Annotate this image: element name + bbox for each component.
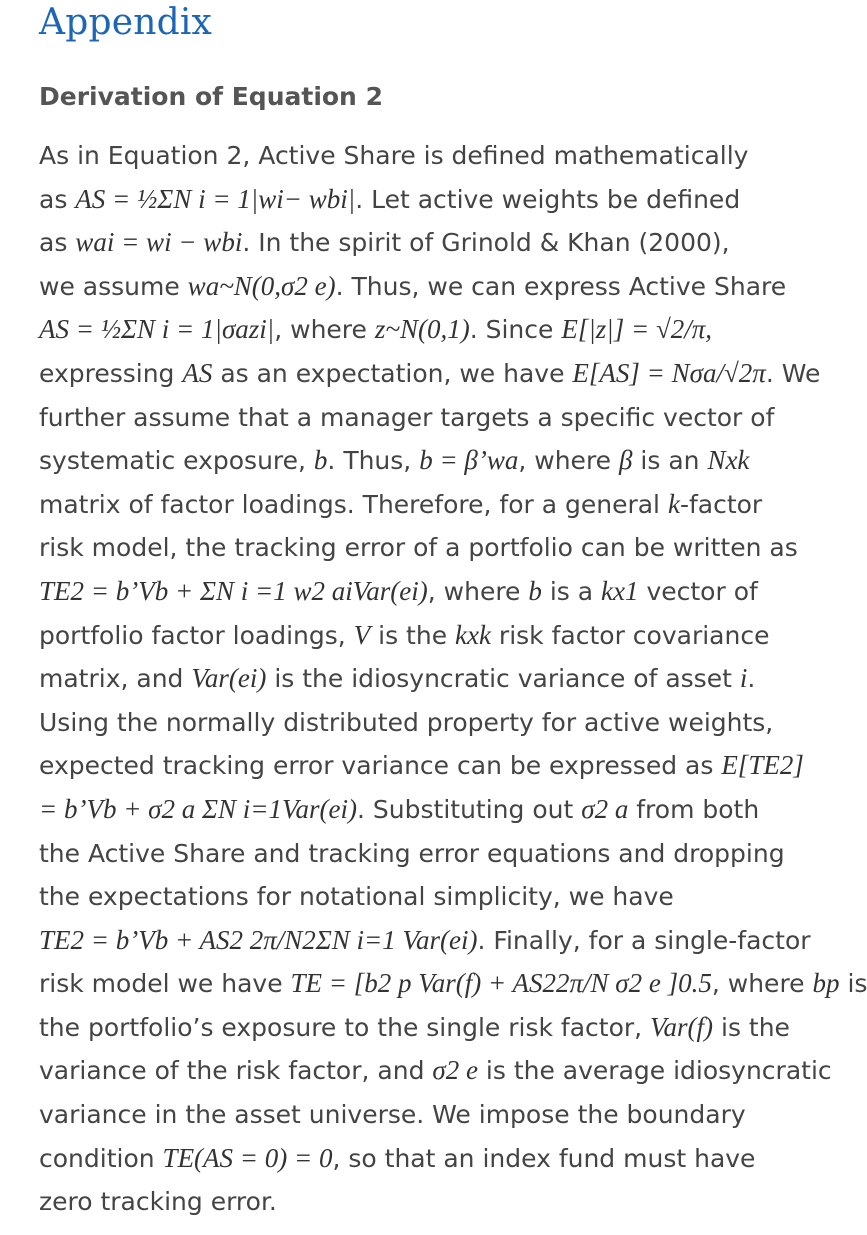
text-segment: . Finally, for a single-factor xyxy=(477,925,811,955)
math-segment: bi xyxy=(326,183,348,214)
math-segment: = b’Vb + Σ xyxy=(84,575,216,606)
math-segment: N i xyxy=(215,575,249,606)
math-segment: w xyxy=(75,227,94,258)
paragraph-line xyxy=(39,657,854,701)
paragraph-line xyxy=(39,265,854,309)
math-segment: 0.5 xyxy=(678,968,712,999)
math-segment: a xyxy=(702,357,717,388)
math-segment: 2 xyxy=(302,924,316,955)
text-segment: risk model, the tracking error of a portfolio can be written as xyxy=(39,533,798,563)
math-segment: 2 a xyxy=(594,793,629,824)
paragraph-line xyxy=(39,1049,854,1093)
math-segment: σ xyxy=(432,1055,446,1086)
math-segment: kxk xyxy=(455,619,491,650)
text-segment: the expectations for notational simplicity, we have xyxy=(39,882,674,912)
math-segment: 2 xyxy=(229,924,243,955)
text-segment: vector of xyxy=(638,576,758,606)
math-segment: Var(f) xyxy=(650,1011,714,1042)
math-segment: σ xyxy=(608,968,629,999)
math-segment: ) xyxy=(418,575,428,606)
math-segment: k xyxy=(667,488,680,519)
text-segment: . Let active weights be defined xyxy=(355,184,741,214)
text-segment: risk model we have xyxy=(39,969,291,999)
math-segment: i xyxy=(249,663,258,694)
math-segment: Var(e xyxy=(282,793,341,824)
math-segment: Var(ei) xyxy=(395,924,478,955)
math-segment: Nσ xyxy=(671,357,703,388)
math-segment: p xyxy=(826,968,840,999)
math-segment: Nxk xyxy=(707,445,750,476)
text-segment: zero tracking error. xyxy=(39,1187,277,1217)
math-segment: Var(f) + AS xyxy=(411,968,543,999)
math-segment: i xyxy=(164,227,172,258)
paragraph-line xyxy=(39,308,854,352)
math-segment: ai xyxy=(93,227,115,258)
math-segment: TE xyxy=(39,924,71,955)
math-segment: 2π/N xyxy=(242,924,303,955)
appendix-title: Appendix xyxy=(39,2,213,43)
math-segment: β xyxy=(619,445,633,476)
paragraph-line xyxy=(39,744,854,788)
text-segment: as xyxy=(39,184,76,214)
math-segment: = b’Vb + σ xyxy=(39,793,162,824)
text-segment: condition xyxy=(39,1143,163,1173)
math-segment: N i xyxy=(173,183,206,214)
math-segment: ) xyxy=(257,663,267,694)
math-segment: = w xyxy=(114,227,165,258)
text-segment: systematic exposure, xyxy=(39,446,314,476)
math-segment: = b’Vb + AS xyxy=(84,924,230,955)
text-segment: matrix of factor loadings. Therefore, for a general xyxy=(39,489,668,519)
math-segment: a xyxy=(504,445,519,476)
math-segment: AS = ½Σ xyxy=(39,314,138,345)
text-segment: Using the normally distributed property for active weights, xyxy=(39,707,774,737)
math-segment: i xyxy=(259,314,267,345)
math-segment: E[|z|] = √2/π xyxy=(561,314,706,345)
text-segment: . In the spirit of Grinold & Khan (2000), xyxy=(242,228,730,258)
paragraph-line xyxy=(39,962,867,1006)
paragraph-line xyxy=(39,439,854,483)
math-segment: − w xyxy=(283,183,327,214)
math-segment: V xyxy=(353,619,371,650)
math-segment: ) xyxy=(326,270,336,301)
math-segment: AS xyxy=(182,357,213,388)
math-segment: b = β’w xyxy=(419,445,505,476)
math-segment: z~N(0,1) xyxy=(374,314,470,345)
math-segment: 2 e xyxy=(294,270,327,301)
text-segment: the Active Share and tracking error equations and dropping xyxy=(39,838,785,868)
text-segment: , where xyxy=(274,315,375,345)
math-segment: Σ xyxy=(195,793,219,824)
math-segment: i xyxy=(411,575,419,606)
math-segment: w xyxy=(187,270,206,301)
math-segment: 2 p xyxy=(377,968,412,999)
math-segment: , xyxy=(705,314,713,345)
math-segment: = 1|w xyxy=(205,183,277,214)
math-segment: σ xyxy=(581,793,595,824)
text-segment: is xyxy=(839,969,867,999)
math-segment: 2π/N xyxy=(556,968,609,999)
paragraph-line xyxy=(39,526,854,570)
text-segment: the portfolio’s exposure to the single risk factor, xyxy=(39,1012,651,1042)
math-segment: 2 ai xyxy=(311,575,353,606)
math-segment: 2 xyxy=(70,924,85,955)
paragraph-line xyxy=(39,919,854,963)
text-segment: -factor xyxy=(679,489,763,519)
math-segment: a xyxy=(235,314,249,345)
paragraph-line xyxy=(39,352,854,396)
text-segment: expected tracking error variance can be expressed as xyxy=(39,751,722,781)
paragraph-line xyxy=(39,788,854,832)
text-segment: is a xyxy=(541,576,602,606)
math-segment: | xyxy=(266,314,275,345)
math-segment: a xyxy=(205,270,220,301)
text-segment: As in Equation 2, Active Share is defined mathematically xyxy=(39,141,749,170)
math-segment: TE(AS = 0) = 0 xyxy=(162,1142,333,1173)
paragraph-line xyxy=(39,832,854,876)
text-segment: as an expectation, we have xyxy=(212,358,573,388)
text-segment: further assume that a manager targets a specific vector of xyxy=(39,402,775,432)
math-segment: = xyxy=(248,575,274,606)
math-segment: |σ xyxy=(214,314,236,345)
text-segment: is the average idiosyncratic xyxy=(477,1056,832,1086)
text-segment: . Thus, xyxy=(327,446,420,476)
math-segment: − w xyxy=(171,227,222,258)
math-segment: ] xyxy=(793,750,804,781)
math-segment: AS = ½Σ xyxy=(75,183,174,214)
text-segment: is an xyxy=(632,446,708,476)
math-segment: Var(e xyxy=(191,663,250,694)
math-segment: 2 e xyxy=(628,968,661,999)
math-segment: /√2π xyxy=(716,357,766,388)
text-segment: . xyxy=(747,664,756,694)
math-segment: 2 xyxy=(542,968,556,999)
math-segment: b xyxy=(812,968,826,999)
text-segment: is the idiosyncratic variance of asset xyxy=(266,664,740,694)
paragraph-line xyxy=(39,396,854,440)
math-segment: ~N(0,σ xyxy=(219,270,295,301)
text-segment: from both xyxy=(628,794,760,824)
text-segment: as xyxy=(39,228,76,258)
math-segment: 2 xyxy=(779,750,794,781)
text-segment: . Thus, we can express Active Share xyxy=(335,271,787,301)
text-segment: matrix, and xyxy=(39,664,192,694)
paragraph-line xyxy=(39,875,854,919)
text-segment: variance of the risk factor, and xyxy=(39,1056,433,1086)
math-segment: w xyxy=(286,575,312,606)
math-segment: ] xyxy=(660,968,679,999)
text-segment: portfolio factor loadings, xyxy=(39,620,354,650)
derivation-paragraph xyxy=(39,134,867,1224)
math-segment: i xyxy=(276,183,284,214)
text-segment: , where xyxy=(711,969,813,999)
math-segment: N i xyxy=(137,314,170,345)
text-segment: is the xyxy=(370,620,456,650)
text-segment: we assume xyxy=(39,271,188,301)
text-segment: , where xyxy=(427,576,529,606)
text-segment: , where xyxy=(518,446,619,476)
math-segment: 1 xyxy=(273,575,287,606)
math-segment: Σ xyxy=(315,924,332,955)
math-segment: b xyxy=(313,445,328,476)
section-heading: Derivation of Equation 2 xyxy=(39,82,383,111)
paragraph-line xyxy=(39,483,854,527)
paragraph-line xyxy=(39,570,854,614)
math-segment: 1 xyxy=(201,314,215,345)
math-segment: N i=1 xyxy=(331,924,396,955)
paragraph-line xyxy=(39,221,854,265)
text-segment: is the xyxy=(713,1012,790,1042)
paragraph-line xyxy=(39,134,854,178)
paragraph-line xyxy=(39,701,854,745)
math-segment: bi xyxy=(221,227,243,258)
paragraph-line xyxy=(39,178,854,222)
math-segment: E[AS] = xyxy=(572,357,672,388)
math-segment: N i=1 xyxy=(218,793,283,824)
paragraph-line xyxy=(39,1093,854,1137)
math-segment: 2 a xyxy=(161,793,196,824)
math-segment: 2 xyxy=(70,575,85,606)
text-segment: . Since xyxy=(469,315,562,345)
math-segment: E[TE xyxy=(721,750,780,781)
text-segment: . Substituting out xyxy=(357,794,582,824)
text-segment: expressing xyxy=(39,358,183,388)
paragraph-line xyxy=(39,614,854,658)
math-segment: kx1 xyxy=(601,575,639,606)
math-segment: TE xyxy=(39,575,71,606)
text-segment: risk factor covariance xyxy=(490,620,770,650)
math-segment: i xyxy=(739,663,748,694)
text-segment: , so that an index fund must have xyxy=(332,1143,756,1173)
math-segment: ) xyxy=(348,793,358,824)
paragraph-line xyxy=(39,1180,854,1224)
text-segment: . We xyxy=(765,358,821,388)
paragraph-line xyxy=(39,1137,854,1181)
math-segment: TE = [b xyxy=(290,968,378,999)
math-segment: = xyxy=(169,314,202,345)
text-segment: variance in the asset universe. We impose the boundary xyxy=(39,1100,746,1130)
math-segment: z xyxy=(248,314,260,345)
math-segment: i xyxy=(340,793,349,824)
math-segment: | xyxy=(347,183,356,214)
math-segment: 2 e xyxy=(445,1055,478,1086)
math-segment: b xyxy=(528,575,542,606)
math-segment: Var(e xyxy=(352,575,412,606)
paragraph-line xyxy=(39,1006,854,1050)
